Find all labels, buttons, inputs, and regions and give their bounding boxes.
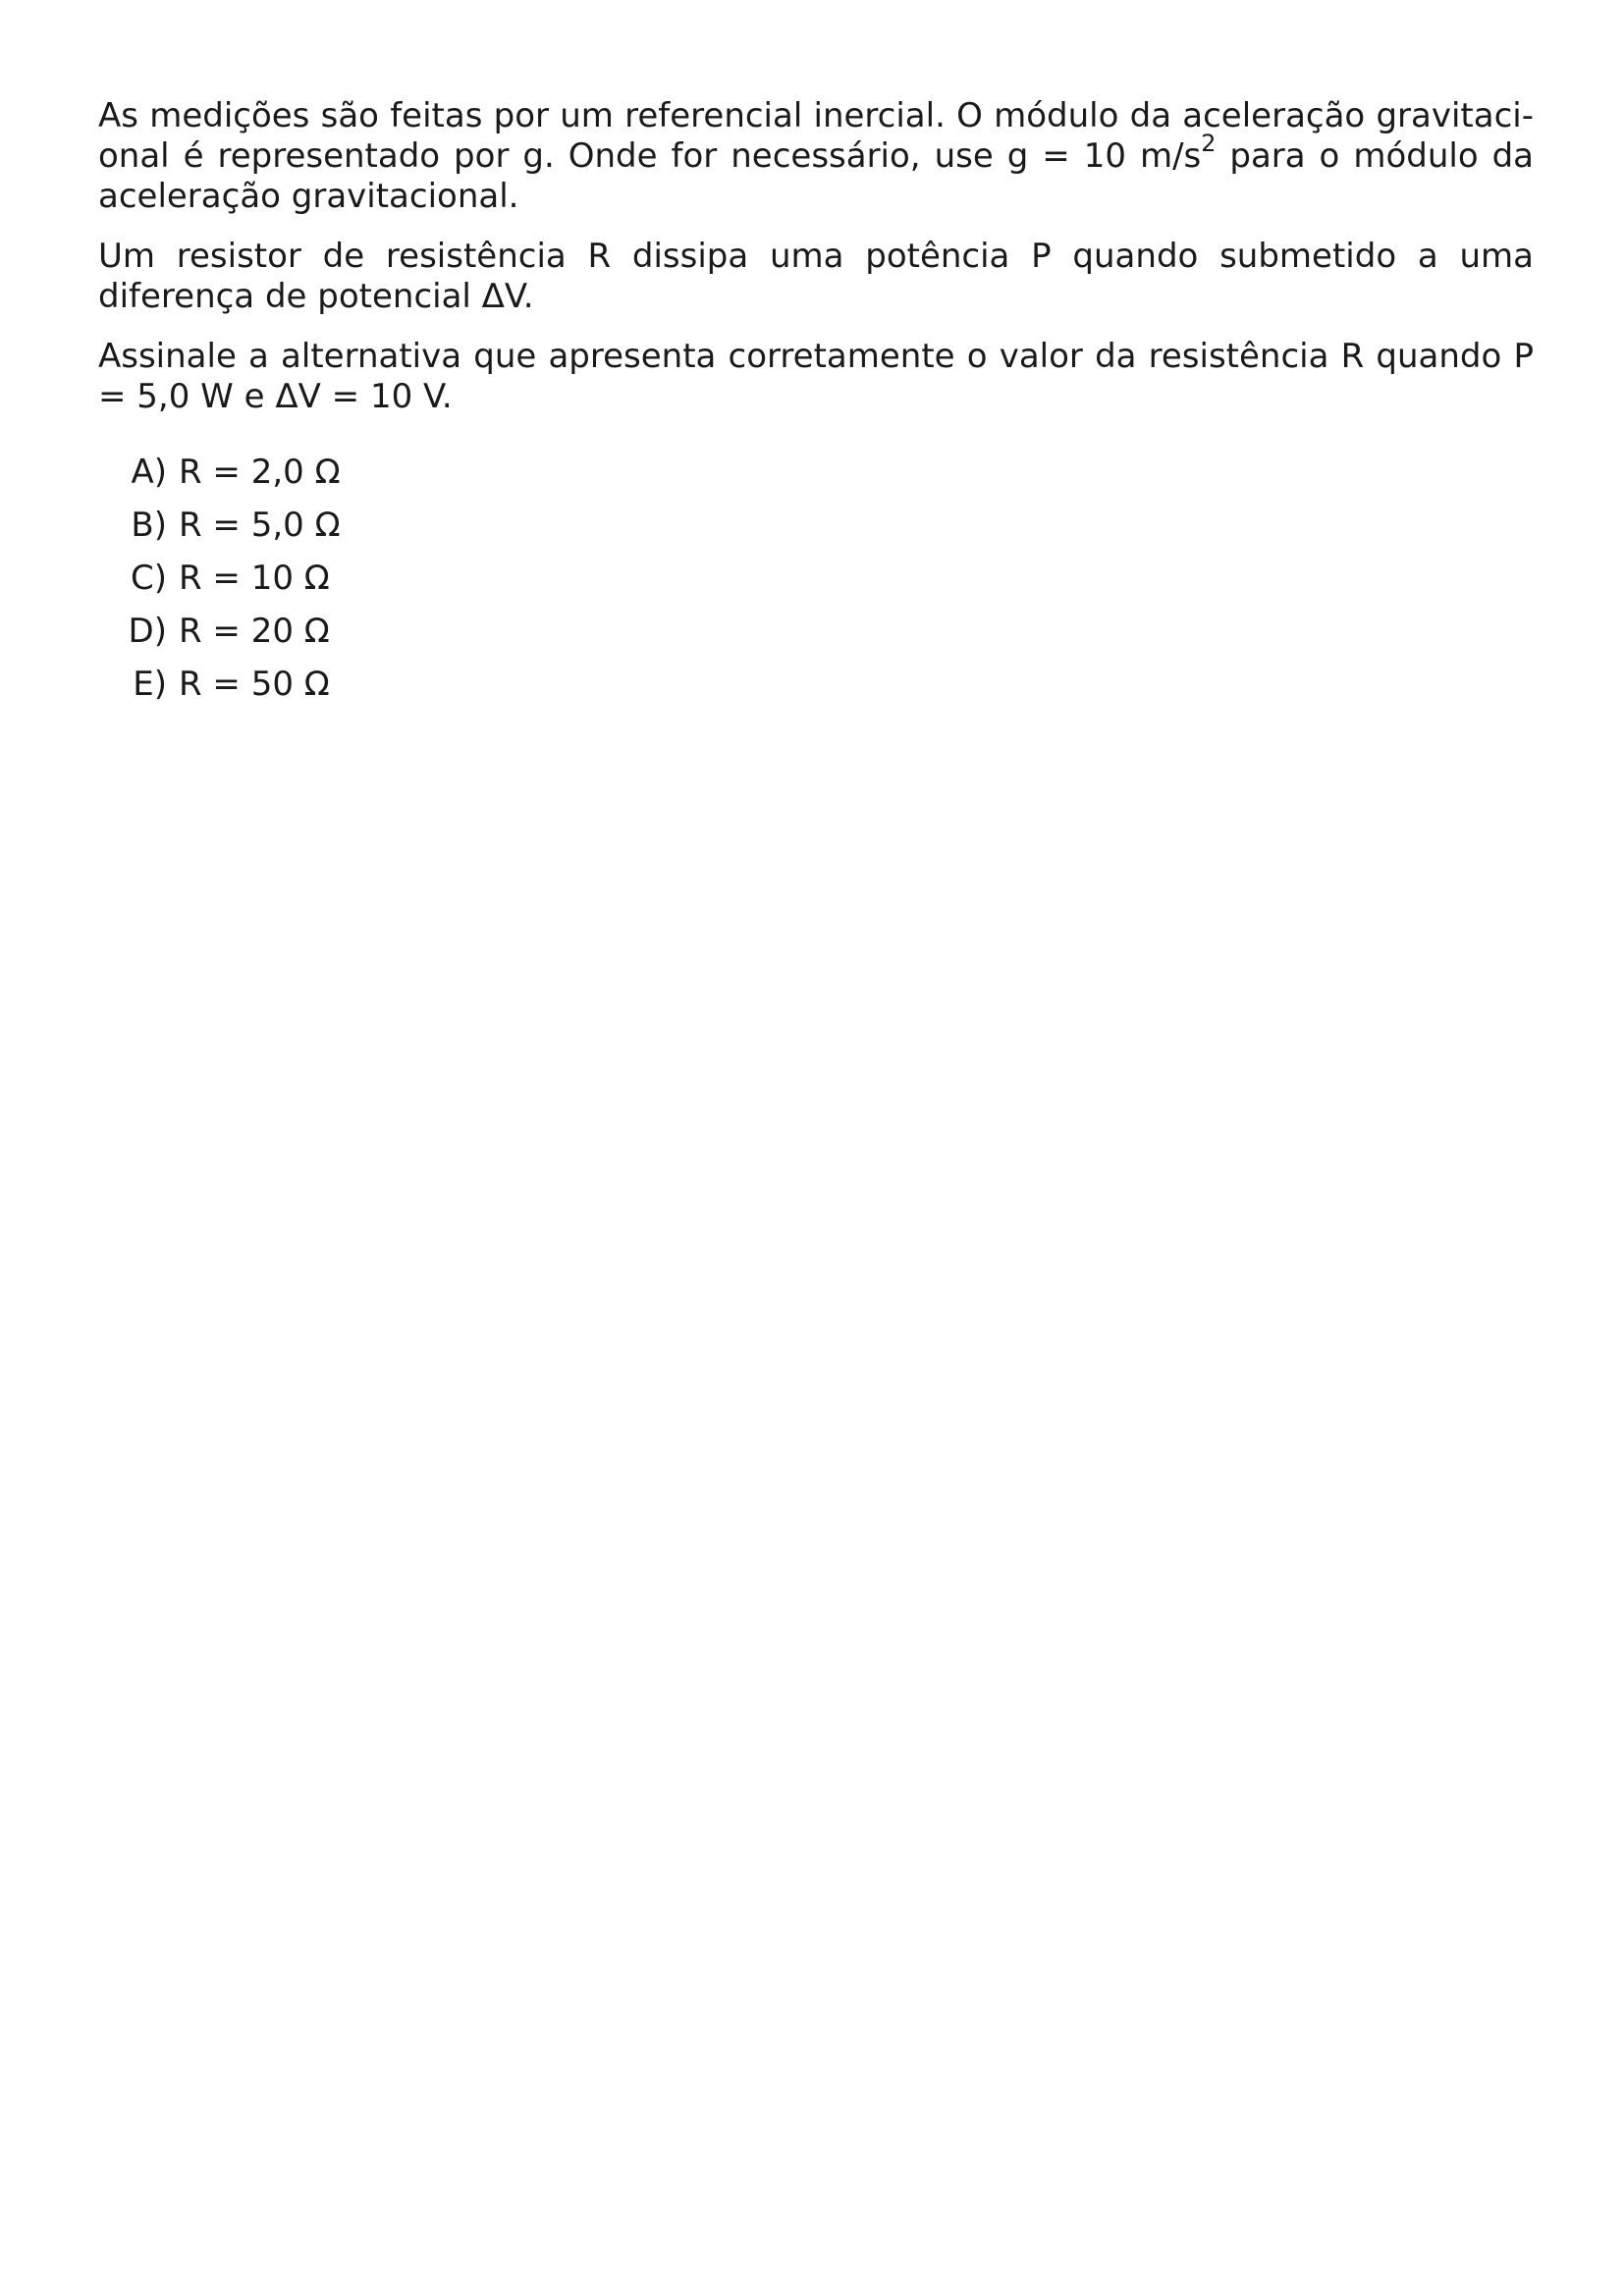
intro-paragraph — [98, 96, 1534, 217]
exponent-superscript: 2 — [1201, 130, 1217, 158]
intro-text-part1: As medições são feitas por um referencial inercial. O módulo da aceleração gravitaci-onal é representado por g. Onde for necessário, use g = 10 m/s — [98, 96, 1534, 176]
option-letter: C) — [130, 559, 167, 598]
option-b[interactable] — [98, 506, 1534, 559]
option-a[interactable] — [98, 453, 1534, 506]
option-letter: D) — [128, 612, 167, 651]
option-letter: B) — [131, 506, 167, 545]
question-paragraph: Assinale a alternativa que apresenta corretamente o valor da resistência R quando P = 5,0 W e ΔV = 10 V. — [98, 337, 1534, 416]
option-e[interactable] — [98, 665, 1534, 718]
option-letter: E) — [133, 665, 167, 704]
statement-paragraph: Um resistor de resistência R dissipa uma potência P quando submetido a uma diferença de potencial ΔV. — [98, 237, 1534, 316]
document-page — [98, 96, 1534, 718]
option-d[interactable] — [98, 612, 1534, 665]
option-c[interactable] — [98, 559, 1534, 612]
option-text: R = 2,0 Ω — [179, 453, 341, 492]
option-text: R = 5,0 Ω — [179, 506, 341, 545]
option-text: R = 10 Ω — [179, 559, 330, 598]
option-letter: A) — [131, 453, 167, 492]
intro-text-part2: para o módulo da aceleração gravitacional. — [98, 136, 1535, 216]
answer-options-list — [98, 453, 1534, 718]
option-text: R = 20 Ω — [179, 612, 330, 651]
option-text: R = 50 Ω — [179, 665, 330, 704]
